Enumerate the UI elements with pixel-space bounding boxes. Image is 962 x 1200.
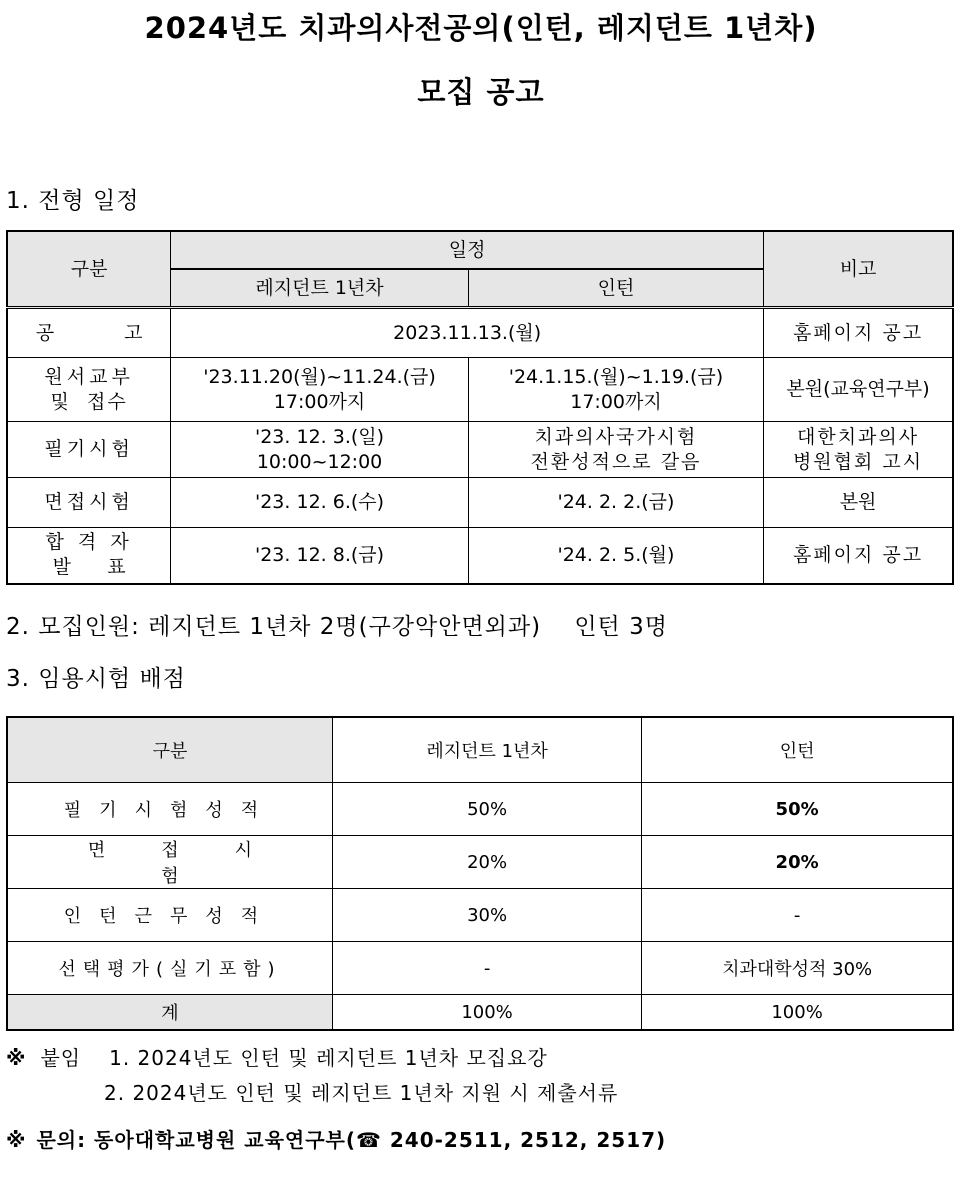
score-intern: 50% [642,783,953,836]
section-heading-schedule: 1. 전형 일정 [6,188,140,214]
resident-cell: '23. 12. 3.(일) 10:00~12:00 [171,422,469,478]
intern-cell: 치과의사국가시험 전환성적으로 갈음 [468,422,763,478]
resident-cell: '23.11.20(월)~11.24.(금) 17:00까지 [171,358,469,422]
table-row [7,478,953,528]
row-label: 합 격 자 발 표 [7,528,171,584]
table-row [7,358,953,422]
page-subtitle: 모집 공고 [417,75,545,109]
score-resident: 20% [332,836,641,889]
header-intern: 인턴 [468,269,763,308]
score-header-intern: 인턴 [642,717,953,783]
table-row [7,528,953,584]
page-title: 2024년도 치과의사전공의(인턴, 레지던트 1년차) [144,11,818,45]
announce-date: 2023.11.13.(월) [171,308,764,358]
section-heading-scoring: 3. 임용시험 배점 [6,666,186,692]
intern-cell: '24. 2. 2.(금) [468,478,763,528]
score-intern: 20% [642,836,953,889]
attachment-note [6,1042,548,1071]
row-label: 면접시험 [7,478,171,528]
row-note: 본원(교육연구부) [764,358,953,422]
score-label: 인턴근무성적 [7,889,332,942]
table-row [7,836,953,889]
total-resident: 100% [332,995,641,1031]
score-header-category: 구분 [7,717,332,783]
score-header-resident: 레지던트 1년차 [332,717,641,783]
attachment-item-1: 1. 2024년도 인턴 및 레지던트 1년차 모집요강 [109,1046,548,1070]
attachment-label: 붙임 [40,1046,82,1070]
score-intern: - [642,889,953,942]
table-row [7,942,953,995]
table-row [7,422,953,478]
table-row-total [7,995,953,1031]
contact-text: 문의: 동아대학교병원 교육연구부(☎ 240-2511, 2512, 2517) [36,1128,667,1152]
table-row [7,308,953,358]
row-note: 홈페이지 공고 [764,528,953,584]
row-label: 원서교부 및 접수 [7,358,171,422]
score-label: 필기시험성적 [7,783,332,836]
table-row [7,783,953,836]
header-schedule: 일정 [171,231,764,269]
reference-mark: ※ [6,1128,27,1152]
score-label: 선택평가(실기포함) [7,942,332,995]
score-resident: 30% [332,889,641,942]
row-note: 본원 [764,478,953,528]
header-category: 구분 [7,231,171,308]
row-note: 홈페이지 공고 [764,308,953,358]
row-label: 필기시험 [7,422,171,478]
section-heading-recruit: 2. 모집인원: 레지던트 1년차 2명(구강악안면외과) 인턴 3명 [6,614,668,640]
total-label: 계 [7,995,332,1031]
header-resident: 레지던트 1년차 [171,269,469,308]
schedule-table [6,230,954,585]
total-intern: 100% [642,995,953,1031]
row-label: 공 고 [7,308,171,358]
score-label: 면접시험 [7,836,332,889]
row-note: 대한치과의사 병원협회 고시 [764,422,953,478]
resident-cell: '23. 12. 8.(금) [171,528,469,584]
scoring-table [6,716,954,1031]
intern-cell: '24.1.15.(월)~1.19.(금) 17:00까지 [468,358,763,422]
reference-mark: ※ [6,1046,27,1070]
table-row [7,889,953,942]
attachment-item-2: 2. 2024년도 인턴 및 레지던트 1년차 지원 시 제출서류 [104,1081,619,1105]
intern-cell: '24. 2. 5.(월) [468,528,763,584]
score-resident: - [332,942,641,995]
contact-note [6,1124,666,1153]
score-intern: 치과대학성적 30% [642,942,953,995]
header-note: 비고 [764,231,953,308]
score-resident: 50% [332,783,641,836]
resident-cell: '23. 12. 6.(수) [171,478,469,528]
